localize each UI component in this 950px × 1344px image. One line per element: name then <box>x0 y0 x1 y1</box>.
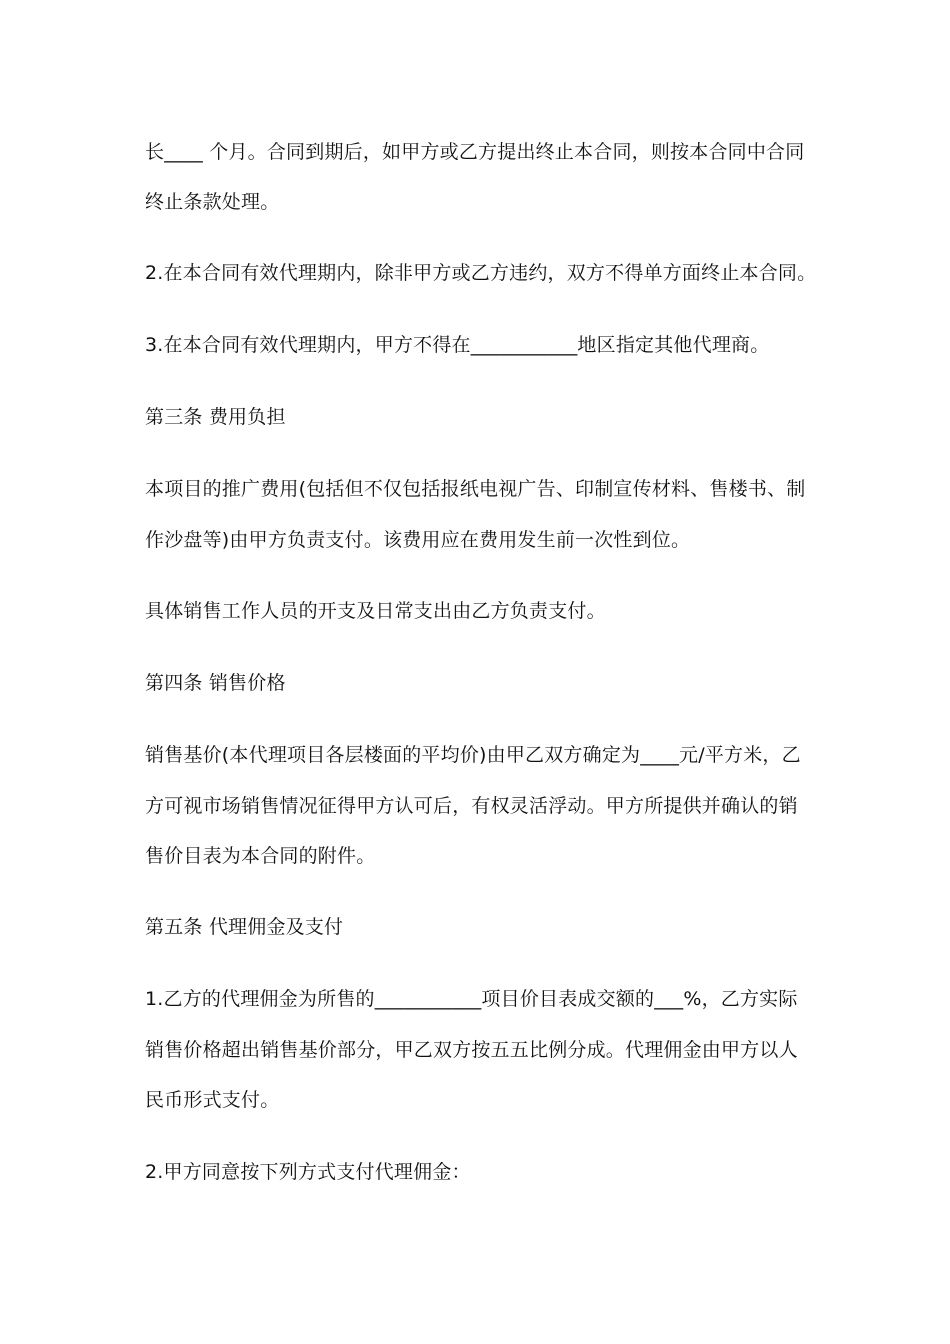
text-line: 2.甲方同意按下列方式支付代理佣金： <box>145 1161 471 1183</box>
text-line: 1.乙方的代理佣金为所售的___________项目价目表成交额的___%，乙方实际 <box>145 988 798 1010</box>
text-line: 方可视市场销售情况征得甲方认可后，有权灵活浮动。甲方所提供并确认的销 <box>145 795 798 817</box>
section-heading: 第五条 代理佣金及支付 <box>145 916 344 938</box>
text-line: 终止条款处理。 <box>145 191 280 213</box>
section-heading: 第三条 费用负担 <box>145 406 286 428</box>
text-line: 2.在本合同有效代理期内，除非甲方或乙方违约，双方不得单方面终止本合同。 <box>145 262 817 284</box>
text-line: 售价目表为本合同的附件。 <box>145 845 376 867</box>
section-heading: 第四条 销售价格 <box>145 672 286 694</box>
text-line: 具体销售工作人员的开支及日常支出由乙方负责支付。 <box>145 600 606 622</box>
text-line: 民币形式支付。 <box>145 1089 280 1111</box>
text-line: 销售基价(本代理项目各层楼面的平均价)由甲乙双方确定为____元/平方米，乙 <box>145 744 801 766</box>
text-line: 作沙盘等)由甲方负责支付。该费用应在费用发生前一次性到位。 <box>145 529 691 551</box>
text-line: 长____ 个月。合同到期后，如甲方或乙方提出终止本合同，则按本合同中合同 <box>145 141 805 163</box>
text-line: 本项目的推广费用(包括但不仅包括报纸电视广告、印制宣传材料、售楼书、制 <box>145 478 806 500</box>
text-line: 3.在本合同有效代理期内，甲方不得在___________地区指定其他代理商。 <box>145 334 770 356</box>
text-line: 销售价格超出销售基价部分，甲乙双方按五五比例分成。代理佣金由甲方以人 <box>145 1039 798 1061</box>
